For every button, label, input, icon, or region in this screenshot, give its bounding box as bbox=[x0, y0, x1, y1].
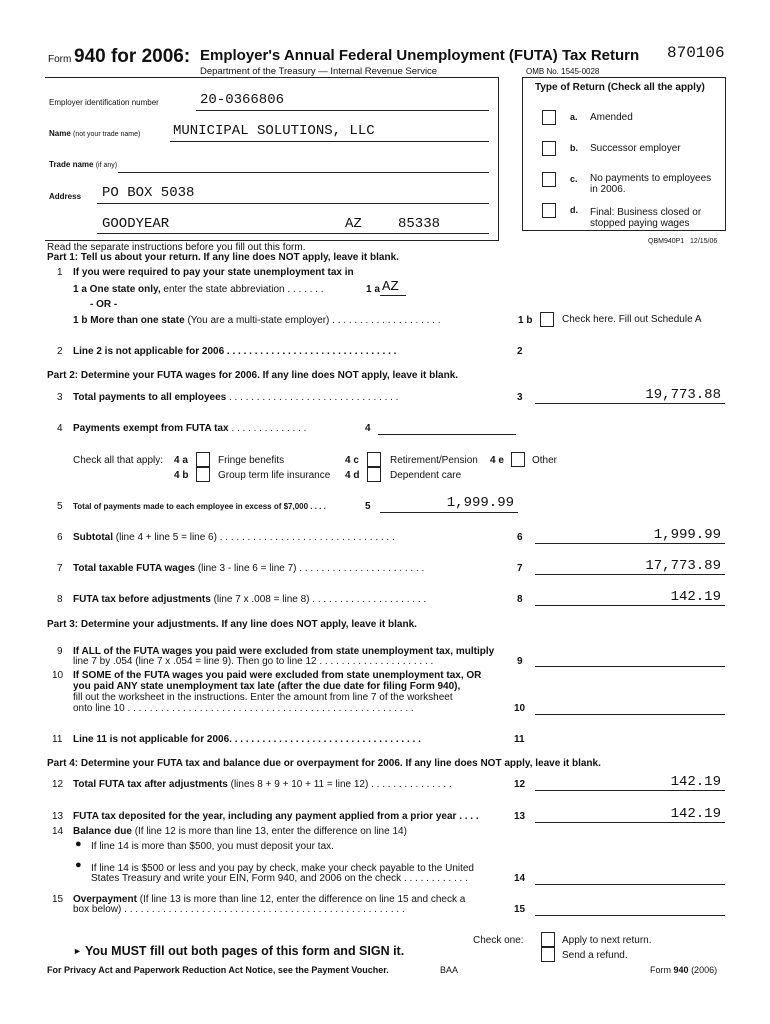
line1b-box-label: 1 b bbox=[518, 315, 533, 326]
line1-text: If you were required to pay your state unemployment tax in bbox=[73, 267, 354, 278]
state-field[interactable]: AZ bbox=[345, 216, 362, 232]
option-d-text2: stopped paying wages bbox=[590, 218, 690, 229]
line5-num: 5 bbox=[57, 501, 63, 512]
line3-underline bbox=[535, 403, 725, 404]
must-sign-text: You MUST fill out both pages of this form and SIGN it. bbox=[85, 944, 405, 958]
or-separator: - OR - bbox=[90, 299, 118, 310]
other-checkbox[interactable] bbox=[511, 452, 525, 467]
form-code-small-id: QBM940P1 bbox=[648, 238, 685, 245]
line10-text4: onto line 10 . . . . . . . . . . . . . . . . . . . . . . . . . . . . . . . . . . . . . . . . . . . . . . . . . . . . bbox=[73, 703, 414, 714]
baa-label: BAA bbox=[440, 965, 459, 975]
line3-amount-field[interactable]: 19,773.88 bbox=[645, 387, 721, 403]
trade-label-text: Trade name bbox=[49, 160, 94, 169]
form-code-small-date: 12/15/06 bbox=[690, 238, 718, 245]
line3-num: 3 bbox=[57, 392, 63, 403]
line9-text1: If ALL of the FUTA wages you paid were excluded from state unemployment tax, multiply bbox=[73, 646, 495, 657]
line8-box-label: 8 bbox=[517, 594, 523, 605]
name-field[interactable]: MUNICIPAL SOLUTIONS, LLC bbox=[173, 123, 375, 139]
line1a-rest: enter the state abbreviation . . . . . . . bbox=[163, 284, 324, 295]
line3-text bbox=[73, 392, 398, 403]
line14-text bbox=[73, 826, 407, 837]
line9-num: 9 bbox=[57, 646, 63, 657]
line12-num: 12 bbox=[52, 779, 64, 790]
line4a-text: Fringe benefits bbox=[218, 455, 285, 466]
line4c-label: 4 c bbox=[345, 455, 359, 466]
line13-underline bbox=[535, 822, 725, 823]
line4-dots: . . . . . . . . . . . . . . bbox=[228, 423, 307, 434]
line8-bold: FUTA tax before adjustments bbox=[73, 594, 211, 605]
form-code: 870106 bbox=[667, 44, 725, 62]
ein-field[interactable]: 20-0366806 bbox=[200, 92, 285, 108]
successor-checkbox[interactable] bbox=[542, 141, 556, 156]
line13-amount-field[interactable]: 142.19 bbox=[670, 806, 721, 822]
name-label-note: (not your trade name) bbox=[73, 131, 141, 138]
line14-bold: Balance due bbox=[73, 826, 132, 837]
line15-bold: Overpayment bbox=[73, 894, 137, 905]
line2-text: Line 2 is not applicable for 2006 . . . . . . . . . . . . . . . . . . . . . . . . . . . . . . . bbox=[73, 346, 397, 357]
line1a-bold: 1 a One state only, bbox=[73, 284, 161, 295]
line4-box-label: 4 bbox=[365, 423, 371, 434]
intro-text: Read the separate instructions before you fill out this form. bbox=[47, 242, 306, 253]
part3-title: Part 3: Determine your adjustments. If any line does NOT apply, leave it blank. bbox=[47, 619, 417, 630]
line6-text bbox=[73, 532, 395, 543]
line14-underline bbox=[535, 884, 725, 885]
line7-text bbox=[73, 563, 424, 574]
line4c-text: Retirement/Pension bbox=[390, 455, 478, 466]
arrow-icon: ► bbox=[73, 946, 82, 956]
option-d-text: Final: Business closed or bbox=[590, 207, 702, 218]
line11-text: Line 11 is not applicable for 2006. . . . . . . . . . . . . . . . . . . . . . . . . . . . . . . . . . . bbox=[73, 734, 421, 745]
trade-underline bbox=[118, 172, 489, 173]
line14-box-label: 14 bbox=[514, 873, 526, 884]
footer-form-year: (2006) bbox=[691, 965, 718, 975]
line1a-text bbox=[73, 284, 324, 295]
amended-checkbox[interactable] bbox=[542, 110, 556, 125]
line7-bold: Total taxable FUTA wages bbox=[73, 563, 196, 574]
form-prefix: Form bbox=[48, 54, 72, 65]
bullet2-dot: ● bbox=[75, 859, 82, 871]
line6-rest: (line 4 + line 5 = line 6) . . . . . . . . . . . . . . . . . . . . . . . . . . . . . . . . bbox=[115, 532, 395, 543]
line4e-label: 4 e bbox=[490, 455, 504, 466]
line4e-text: Other bbox=[532, 455, 558, 466]
line4-bold: Payments exempt from FUTA tax bbox=[73, 423, 229, 434]
bullet1-text: If line 14 is more than $500, you must deposit your tax. bbox=[91, 841, 334, 852]
line1-num: 1 bbox=[57, 267, 63, 278]
part1-title: Part 1: Tell us about your return. If any line does NOT apply, leave it blank. bbox=[47, 252, 399, 263]
line8-num: 8 bbox=[57, 594, 63, 605]
name-label-text: Name bbox=[49, 129, 71, 138]
option-b-letter: b. bbox=[570, 143, 578, 153]
option-a-letter: a. bbox=[570, 112, 578, 122]
line6-box-label: 6 bbox=[517, 532, 523, 543]
return-type-title: Type of Return (Check all the apply) bbox=[535, 82, 705, 93]
line10-box-label: 10 bbox=[514, 703, 526, 714]
line13-num: 13 bbox=[52, 811, 64, 822]
line6-amount-field[interactable]: 1,999.99 bbox=[653, 527, 721, 543]
line12-underline bbox=[535, 790, 725, 791]
line13-text: FUTA tax deposited for the year, including any payment applied from a prior year . . . . bbox=[73, 811, 479, 822]
ein-label: Employer identification number bbox=[49, 98, 159, 107]
retirement-checkbox[interactable] bbox=[367, 452, 381, 467]
line15-rest: (If line 13 is more than line 12, enter the difference on line 15 and check a bbox=[139, 894, 466, 905]
no-payments-checkbox[interactable] bbox=[542, 172, 556, 187]
line4-text bbox=[73, 423, 306, 434]
line7-box-label: 7 bbox=[517, 563, 523, 574]
trade-label bbox=[49, 160, 117, 169]
zip-field[interactable]: 85338 bbox=[398, 216, 441, 232]
line8-underline bbox=[535, 605, 725, 606]
bullet2-text-b: States Treasury and write your EIN, Form 940, and 2006 on the check . . . . . . . . . . . . bbox=[91, 873, 468, 884]
line14-rest: (If line 12 is more than line 13, enter the difference on line 14) bbox=[134, 826, 407, 837]
name-label bbox=[49, 129, 140, 138]
line8-amount-field[interactable]: 142.19 bbox=[670, 589, 721, 605]
main-title: Employer's Annual Federal Unemployment (FUTA) Tax Return bbox=[200, 47, 640, 64]
dependent-care-checkbox[interactable] bbox=[367, 467, 381, 482]
line10-text3: fill out the worksheet in the instructions. Enter the amount from line 7 of the worksheet bbox=[73, 692, 453, 703]
ein-underline bbox=[196, 110, 489, 111]
line14-num: 14 bbox=[52, 826, 64, 837]
line4-underline bbox=[378, 434, 516, 435]
line15-text2: box below) . . . . . . . . . . . . . . . . . . . . . . . . . . . . . . . . . . . . . . . . . . . . . . . . . . . bbox=[73, 904, 405, 915]
option-c-letter: c. bbox=[570, 174, 578, 184]
privacy-notice: For Privacy Act and Paperwork Reduction Act Notice, see the Payment Voucher. bbox=[47, 965, 389, 975]
option-a-text: Amended bbox=[590, 112, 633, 123]
line11-box-label: 11 bbox=[514, 734, 525, 745]
line3-box-label: 3 bbox=[517, 392, 523, 403]
footer-form-word: Form bbox=[650, 965, 671, 975]
line2-box-label: 2 bbox=[517, 346, 523, 357]
line15-underline bbox=[535, 915, 725, 916]
line3-bold: Total payments to all employees bbox=[73, 392, 227, 403]
line1b-checkbox[interactable] bbox=[540, 312, 554, 327]
footer-form-label bbox=[650, 965, 717, 975]
line5-underline bbox=[380, 512, 518, 513]
line12-bold: Total FUTA tax after adjustments bbox=[73, 779, 228, 790]
line1b-rest: (You are a multi-state employer) . . . . . . . . . . . . . . . . . . . . bbox=[187, 315, 441, 326]
line10-num: 10 bbox=[52, 670, 64, 681]
line6-underline bbox=[535, 543, 725, 544]
apply-next-return-checkbox[interactable] bbox=[541, 932, 555, 947]
line12-text bbox=[73, 779, 452, 790]
name-underline bbox=[170, 141, 489, 142]
line4b-text: Group term life insurance bbox=[218, 470, 331, 481]
line6-num: 6 bbox=[57, 532, 63, 543]
line12-rest: (lines 8 + 9 + 10 + 11 = line 12) . . . . . . . . . . . . . . . bbox=[230, 779, 452, 790]
address-line1-field[interactable]: PO BOX 5038 bbox=[102, 185, 195, 201]
line10-text1: If SOME of the FUTA wages you paid were excluded from state unemployment tax, OR bbox=[73, 670, 482, 681]
form-title: 940 for 2006: bbox=[74, 46, 191, 67]
send-refund-checkbox[interactable] bbox=[541, 947, 555, 962]
group-term-checkbox[interactable] bbox=[196, 467, 210, 482]
option-d-letter: d. bbox=[570, 205, 578, 215]
line4-num: 4 bbox=[57, 423, 63, 434]
check-all-label: Check all that apply: bbox=[73, 455, 164, 466]
line1a-underline bbox=[380, 295, 406, 296]
line5-box-label: 5 bbox=[365, 501, 371, 512]
final-checkbox[interactable] bbox=[542, 203, 556, 218]
bullet1-dot: ● bbox=[75, 838, 82, 850]
part2-title: Part 2: Determine your FUTA wages for 2006. If any line does NOT apply, leave it blank. bbox=[47, 370, 459, 381]
department: Department of the Treasury — Internal Revenue Service bbox=[200, 66, 438, 77]
line1a-box-label: 1 a bbox=[366, 284, 380, 295]
form-code-small bbox=[648, 238, 717, 245]
line1b-bold: 1 b More than one state bbox=[73, 315, 185, 326]
fringe-benefits-checkbox[interactable] bbox=[196, 452, 210, 467]
line1b-text bbox=[73, 315, 441, 326]
line15-num: 15 bbox=[52, 894, 64, 905]
line2-num: 2 bbox=[57, 346, 63, 357]
option-c-text2: in 2006. bbox=[590, 184, 626, 195]
line7-num: 7 bbox=[57, 563, 63, 574]
omb-number: OMB No. 1545-0028 bbox=[526, 67, 600, 76]
line8-rest: (line 7 x .008 = line 8) . . . . . . . . . . . . . . . . . . . . . bbox=[213, 594, 427, 605]
line15-box-label: 15 bbox=[514, 904, 526, 915]
line9-box-label: 9 bbox=[517, 656, 523, 667]
line12-amount-field[interactable]: 142.19 bbox=[670, 774, 721, 790]
line9-underline bbox=[535, 666, 725, 667]
line13-box-label: 13 bbox=[514, 811, 526, 822]
check-one-label: Check one: bbox=[473, 935, 524, 946]
bullet2-text-a: If line 14 is $500 or less and you pay by check, make your check payable to the United bbox=[91, 863, 474, 874]
line1b-check-text: Check here. Fill out Schedule A bbox=[562, 314, 702, 325]
line4b-label: 4 b bbox=[174, 470, 189, 481]
line12-box-label: 12 bbox=[514, 779, 526, 790]
line5-text: Total of payments made to each employee in excess of $7,000 . . . . bbox=[73, 502, 326, 511]
line5-amount-field[interactable]: 1,999.99 bbox=[446, 495, 514, 511]
line6-bold: Subtotal bbox=[73, 532, 113, 543]
trade-label-note: (if any) bbox=[95, 162, 118, 169]
line7-rest: (line 3 - line 6 = line 7) . . . . . . . . . . . . . . . . . . . . . . . bbox=[197, 563, 425, 574]
line4a-label: 4 a bbox=[174, 455, 188, 466]
line1a-state-field[interactable]: AZ bbox=[382, 279, 399, 295]
line3-dots: . . . . . . . . . . . . . . . . . . . . . . . . . . . . . . . bbox=[226, 392, 399, 403]
line4d-text: Dependent care bbox=[390, 470, 462, 481]
city-field[interactable]: GOODYEAR bbox=[102, 216, 170, 232]
line9-text2: line 7 by .054 (line 7 x .054 = line 9). Then go to line 12 . . . . . . . . . . . . . . . . . . . . . bbox=[73, 656, 434, 667]
option-c-text: No payments to employees bbox=[590, 173, 712, 184]
line10-underline bbox=[535, 714, 725, 715]
address-underline bbox=[97, 203, 489, 204]
line8-text bbox=[73, 594, 426, 605]
apply-next-return-text: Apply to next return. bbox=[562, 935, 652, 946]
footer-form-number: 940 bbox=[673, 965, 689, 975]
send-refund-text: Send a refund. bbox=[562, 950, 628, 961]
option-b-text: Successor employer bbox=[590, 143, 681, 154]
line10-text2: you paid ANY state unemployment tax late (after the due date for filing Form 940), bbox=[73, 681, 461, 692]
part4-title: Part 4: Determine your FUTA tax and balance due or overpayment for 2006. If any line does NOT apply, leave it blank. bbox=[47, 758, 601, 769]
line7-amount-field[interactable]: 17,773.89 bbox=[645, 558, 721, 574]
line7-underline bbox=[535, 574, 725, 575]
address-label: Address bbox=[49, 192, 82, 201]
line11-num: 11 bbox=[52, 734, 63, 745]
city-underline bbox=[97, 233, 489, 234]
line4d-label: 4 d bbox=[345, 470, 360, 481]
